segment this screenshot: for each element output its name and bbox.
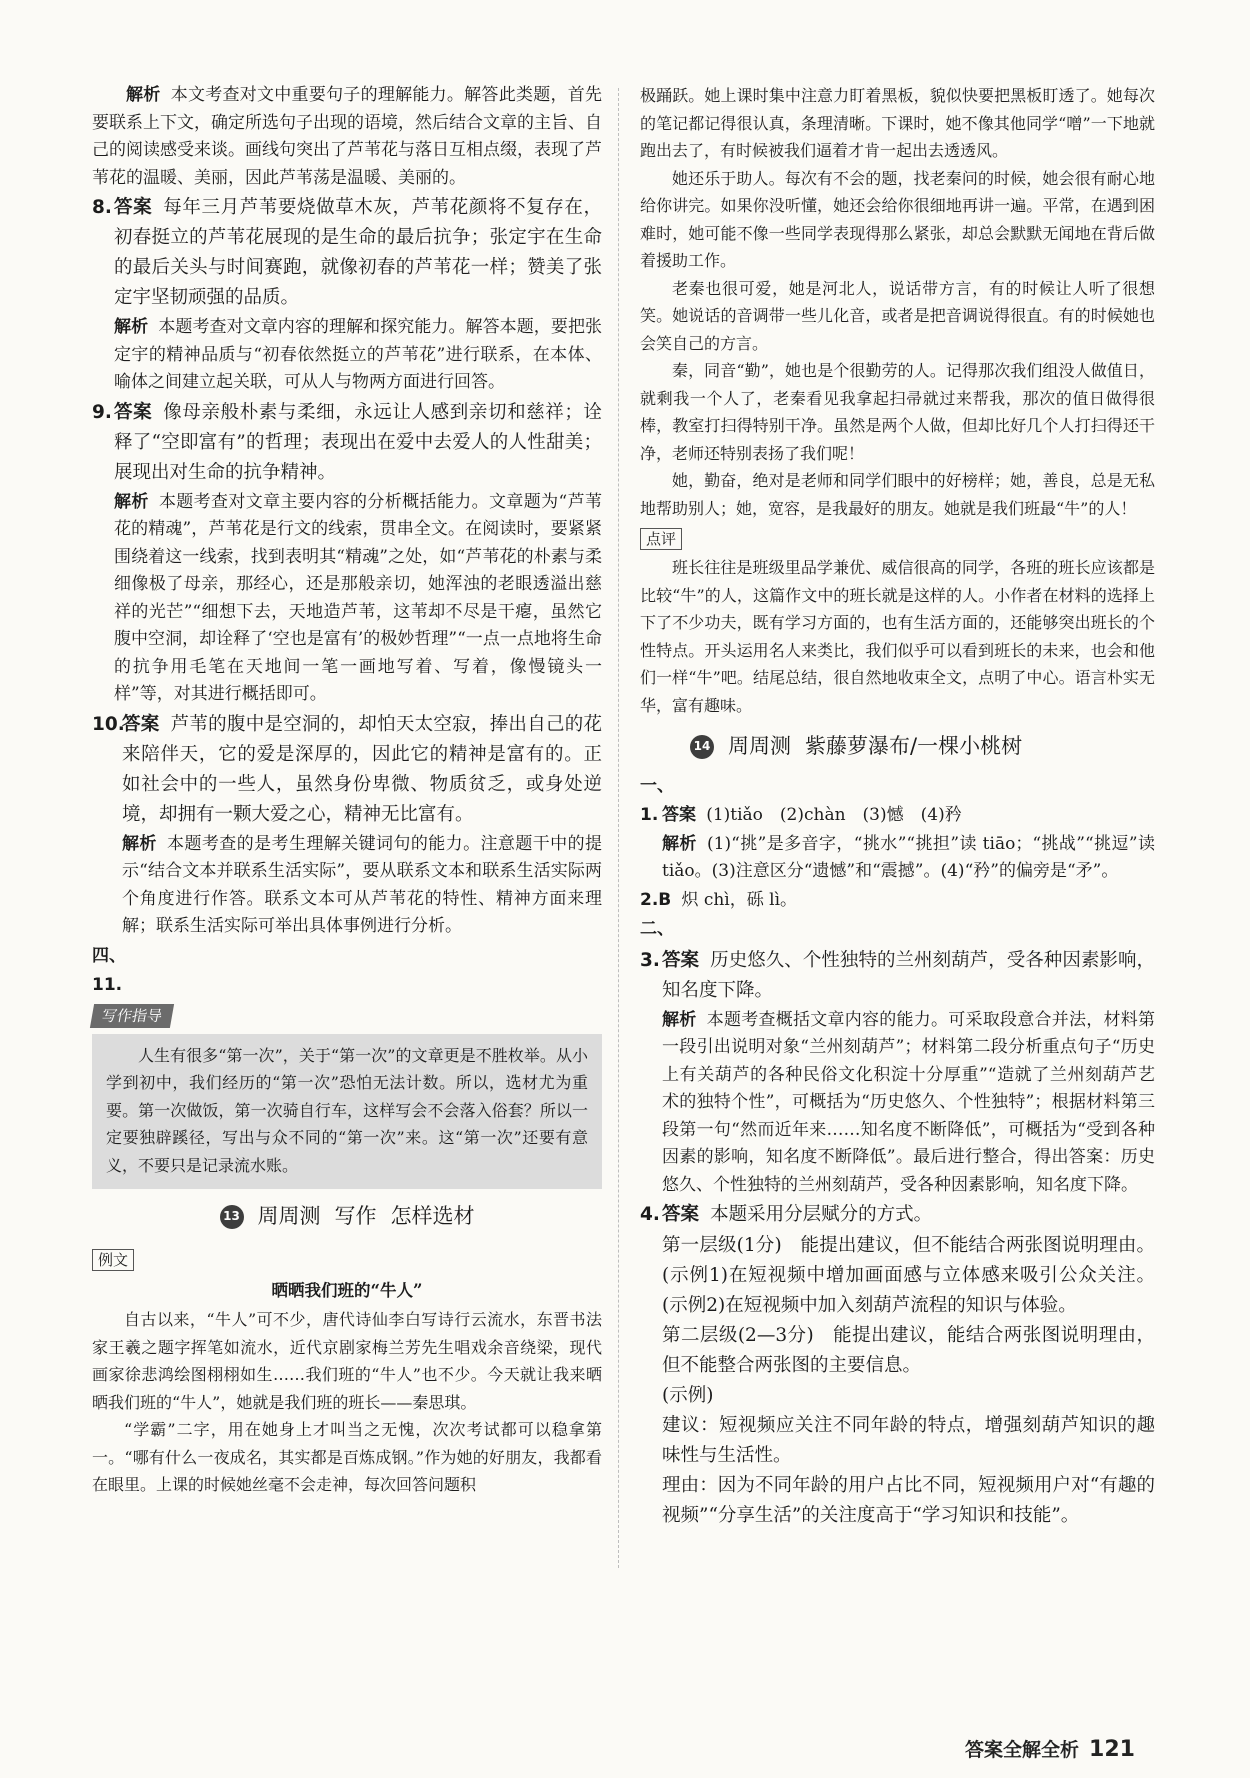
q8-answer: 8. 答案 每年三月芦苇要烧做草木灰，芦苇花颜将不复存在，初春挺立的芦苇花展现的是生命的最后抗争；张定宇在生命的最后关头与时间赛跑，就像初春的芦苇花一样；赞美了张定宇坚韧顽强的品质。 <box>92 197 602 308</box>
q4-level-1: 第一层级(1分) 能提出建议，但不能结合两张图说明理由。(示例1)在短视频中增加画面感与立体感来吸引公众关注。(示例2)在短视频中加入刻葫芦流程的知识与体验。 <box>662 1235 1155 1316</box>
q4-reason: 理由：因为不同年龄的用户占比不同，短视频用户对“有趣的视频”“分享生活”的关注度高于“学习知识和技能”。 <box>662 1475 1155 1526</box>
essay-paragraph-4: 老秦也很可爱，她是河北人，说话带方言，有的时候让人听了很想笑。她说话的音调带一些儿化音，或者是把音调说得很直。有的时候她也会笑自己的方言。 <box>640 278 1155 353</box>
section-two: 二、 <box>640 919 674 939</box>
section-four: 四、 <box>92 945 126 966</box>
essay-paragraph-2: “学霸”二字，用在她身上才叫当之无愧，次次考试都可以稳拿第一。“哪有什么一夜成名，其实都是百炼成钢。”作为她的好朋友，我都看在眼里。上课的时候她丝毫不会走神，每次回答问题积 <box>92 1420 602 1494</box>
q11-number: 11. <box>92 975 123 995</box>
q4-answer: 4. 答案 本题采用分层赋分的方式。 <box>640 1204 933 1225</box>
q8-analysis: 解析 本题考查对文章内容的理解和探究能力。解答本题，要把张定宇的精神品质与“初春依然挺立的芦苇花”进行联系，在本体、喻体之间建立起关联，可从人与物两方面进行回答。 <box>114 317 603 392</box>
essay-title: 晒晒我们班的“牛人” <box>271 1280 423 1300</box>
essay-paragraph-2-cont: 极踊跃。她上课时集中注意力盯着黑板，貌似快要把黑板盯透了。她每次的笔记都记得很认真，条理清晰。下课时，她不像其他同学“噌”一下地就跑出去了，有时候被我们逼着才肯一起出去透透风。 <box>640 86 1155 160</box>
footer-title: 答案全解全析 <box>965 1739 1080 1761</box>
essay-paragraph-6: 她，勤奋，绝对是老师和同学们眼中的好榜样；她，善良，总是无私地帮助别人；她，宽容，是我最好的朋友。她就是我们班最“牛”的人！ <box>640 471 1155 518</box>
q1-analysis: 解析 (1)“挑”是多音字，“挑水”“挑担”读 tiāo；“挑战”“挑逗”读 tiǎo。(3)注意区分“遗憾”和“震撼”。(4)“矜”的偏旁是“矛”。 <box>662 833 1155 881</box>
writing-guide-box <box>92 1006 602 1190</box>
right-column <box>640 82 1155 1531</box>
column-divider <box>618 88 619 1568</box>
example-tag: 例文 <box>92 1249 134 1271</box>
week13-heading: 13 周周测 写作 怎样选材 <box>92 1203 602 1231</box>
q9-answer: 9. 答案 像母亲般朴素与柔细，永远让人感到亲切和慈祥；诠释了“空即富有”的哲理；表现出在爱中去爱人的人性甜美；展现出对生命的抗争精神。 <box>92 401 602 483</box>
essay-paragraph-3: 她还乐于助人。每次有不会的题，找老秦问的时候，她会很有耐心地给你讲完。如果你没听懂，她还会给你很细地再讲一遍。平常，在遇到困难时，她可能不像一些同学表现得那么紧张，却总会默默无闻地在背后做着援助工作。 <box>640 168 1155 270</box>
q4-example-label: (示例) <box>662 1385 714 1406</box>
q10-analysis: 解析 本题考查的是考生理解关键词句的能力。注意题干中的提示“结合文本并联系生活实际”，要从联系文本和联系生活实际两个角度进行作答。联系文本可从芦苇花的特性、精神方面来理解；联系生活实际可举出具体事例进行分析。 <box>122 833 603 936</box>
comment-tag: 点评 <box>640 528 682 550</box>
essay-paragraph-1: 自古以来，“牛人”可不少，唐代诗仙李白写诗行云流水，东晋书法家王羲之题字挥笔如流水，近代京剧家梅兰芳先生唱戏余音绕梁，现代画家徐悲鸿绘图栩栩如生……我们班的“牛人”也不少。今天就让我来晒晒我们班的“牛人”，她就是我们班的班长——秦思琪。 <box>92 1310 602 1412</box>
q4-suggestion: 建议：短视频应关注不同年龄的特点，增强刻葫芦知识的趣味性与生活性。 <box>662 1415 1155 1466</box>
page-number: 121 <box>1089 1737 1135 1762</box>
q10-answer: 10. 答案 芦苇的腹中是空洞的，却怕天太空寂，捧出自己的花来陪伴天，它的爱是深厚的，因此它的精神是富有的。正如社会中的一些人，虽然身份卑微、物质贫乏，或身处逆境，却拥有一颗大爱之心，精神无比富有。 <box>92 713 602 825</box>
q3-analysis: 解析 本题考查概括文章内容的能力。可采取段意合并法，材料第一段引出说明对象“兰州刻葫芦”；材料第二段分析重点句子“历史上有关葫芦的各种民俗文化积淀十分厚重”“造就了兰州刻葫芦艺术的独特个性”，可概括为“历史悠久、个性独特”；根据材料第三段第一句“然而近年来……知名度不断降低”，可概括为“受到各种因素的影响，知名度不断降低”。最后进行整合，得出答案：历史悠久、个性独特的兰州刻葫芦，受各种因素影响，知名度下降。 <box>662 1009 1156 1195</box>
q3-answer: 3. 答案 历史悠久、个性独特的兰州刻葫芦，受各种因素影响，知名度下降。 <box>640 949 1155 1001</box>
q4-details <box>640 1231 1155 1531</box>
week14-badge: 14 <box>690 735 714 759</box>
writing-guide-text: 人生有很多“第一次”，关于“第一次”的文章更是不胜枚举。从小学到初中，我们经历的“第一次”恐怕无法计数。所以，选材尤为重要。第一次做饭，第一次骑自行车，这样写会不会落入俗套？所以一定要独辟蹊径，写出与众不同的“第一次”来。这“第一次”还要有意义，不要只是记录流水账。 <box>106 1045 588 1175</box>
writing-guide-tag: 写作指导 <box>90 1004 174 1028</box>
week13-badge: 13 <box>220 1205 244 1229</box>
essay-paragraph-5: 秦，同音“勤”，她也是个很勤劳的人。记得那次我们组没人做值日，就剩我一个人了，老秦看见我拿起扫帚就过来帮我，那次的值日做得很棒，教室打扫得特别干净。虽然是两个人做，但却比好几个人打扫得还干净，老师还特别表扬了我们呢！ <box>640 361 1155 463</box>
q9-analysis: 解析 本题考查对文章主要内容的分析概括能力。文章题为“芦苇花的精魂”，芦苇花是行文的线索，贯串全文。在阅读时，要紧紧围绕着这一线索，找到表明其“精魂”之处，如“芦苇花的朴素与柔细像极了母亲，那经心，还是那般亲切，她浑浊的老眼透溢出慈祥的光芒”“细想下去，天地造芦苇，这苇却不尽是干瘪，虽然它腹中空洞，却诠释了‘空也是富有’的极妙哲理”“一点一点地将生命的抗争用毛笔在天地间一笔一画地写着、写着，像慢镜头一样”等，对其进行概括即可。 <box>114 491 602 704</box>
left-column <box>92 82 602 1499</box>
section-one: 一、 <box>640 775 674 796</box>
page-footer <box>965 1735 1135 1762</box>
q2-answer: 2.B 炽 chì，砾 lì。 <box>640 889 798 910</box>
q7-analysis: 解析 本文考查对文中重要句子的理解能力。解答此类题，首先要联系上下文，确定所选句子出现的语境，然后结合文章的主旨、自己的阅读感受来谈。画线句突出了芦苇花与落日互相点缀，表现了芦苇花的温暖、美丽，因此芦苇荡是温暖、美丽的。 <box>92 85 603 188</box>
q4-level-2: 第二层级(2—3分) 能提出建议，能结合两张图说明理由，但不能整合两张图的主要信息。 <box>662 1325 1155 1376</box>
q1-answer: 1. 答案 (1)tiǎo (2)chàn (3)憾 (4)矜 <box>640 805 962 825</box>
comment-text: 班长往往是班级里品学兼优、威信很高的同学，各班的班长应该都是比较“牛”的人，这篇作文中的班长就是这样的人。小作者在材料的选择上下了不少功夫，既有学习方面的，也有生活方面的，还能够突出班长的个性特点。开头运用名人来类比，我们似乎可以看到班长的未来，也会和他们一样“牛”吧。结尾总结，很自然地收束全文，点明了中心。语言朴实无华，富有趣味。 <box>640 558 1155 715</box>
week14-heading: 14 周周测 紫藤萝瀑布/一棵小桃树 <box>640 733 1155 761</box>
